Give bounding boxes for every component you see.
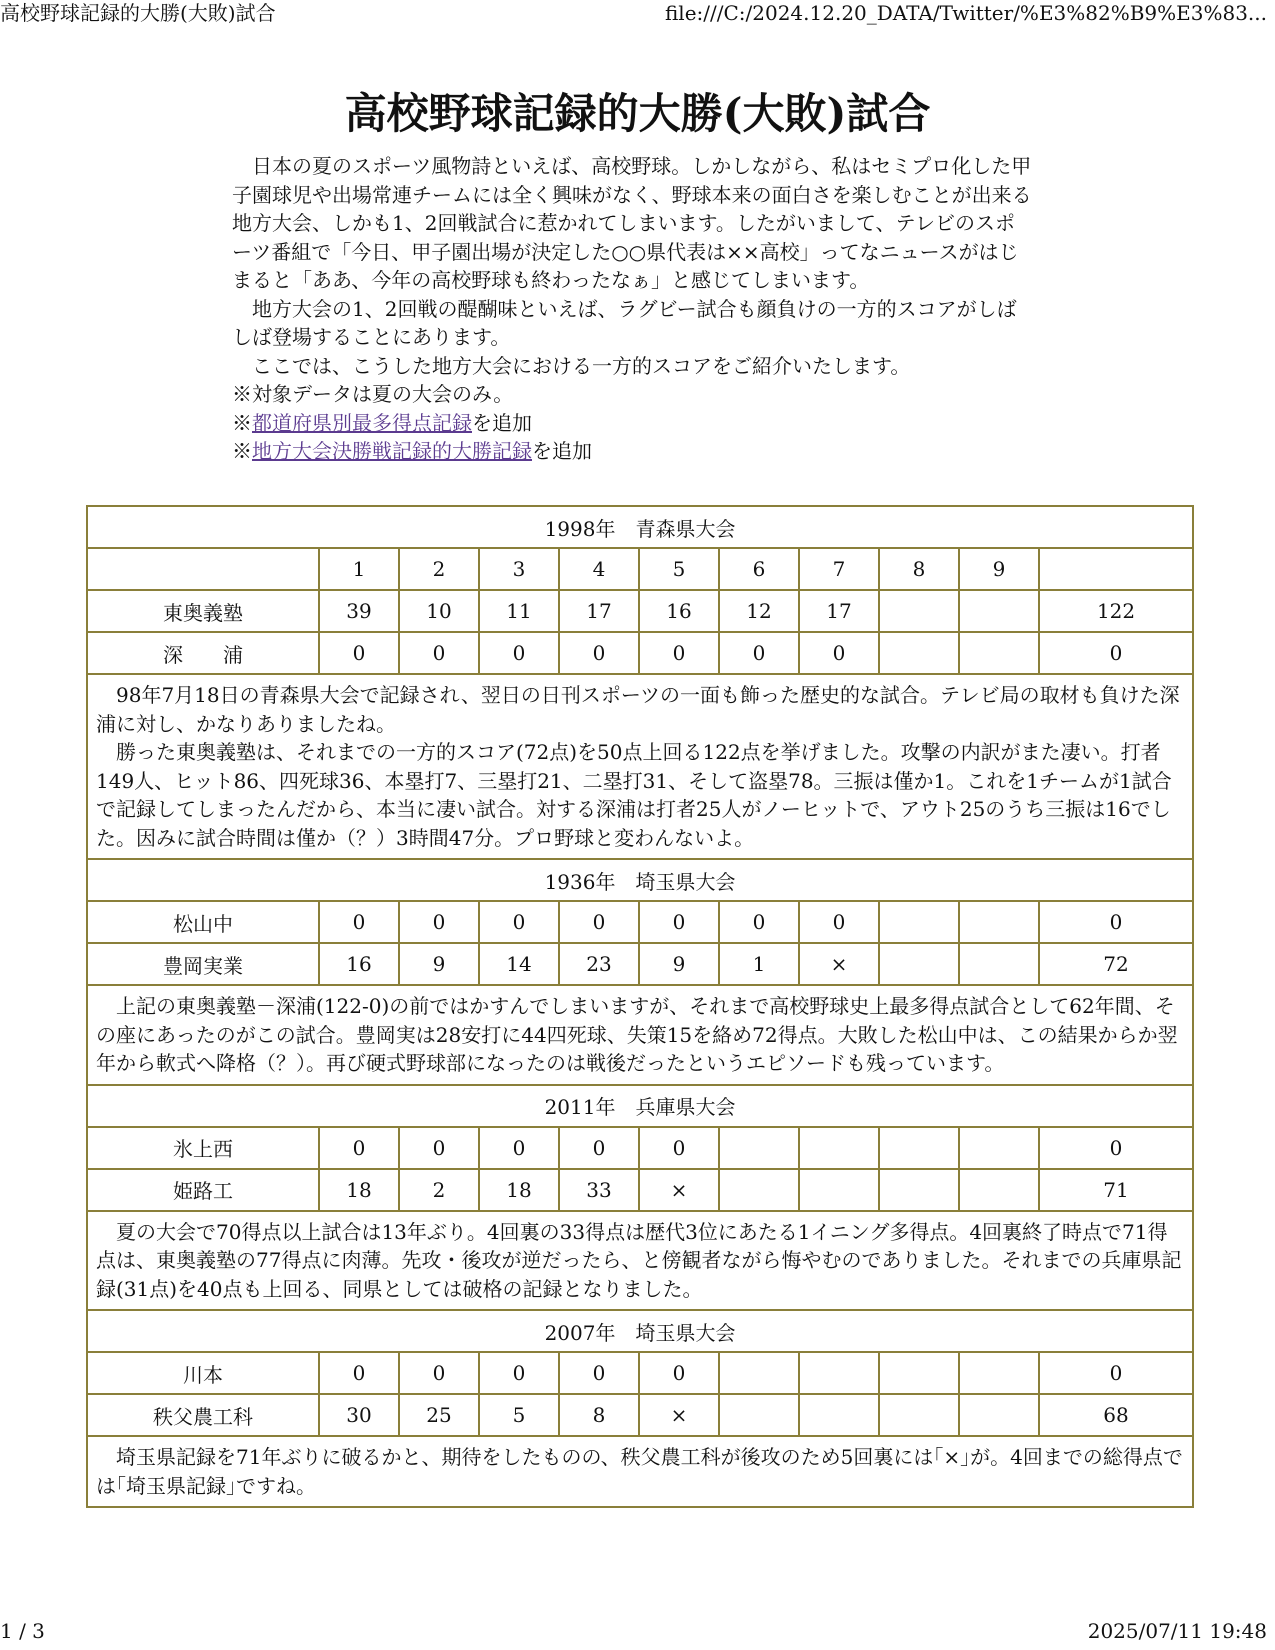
inning-score: 0 — [719, 632, 799, 674]
inning-score — [879, 1169, 959, 1211]
inning-score: 10 — [399, 590, 479, 632]
inning-score: 0 — [639, 1352, 719, 1394]
inning-score: 5 — [479, 1394, 559, 1436]
inning-score: 0 — [319, 901, 399, 943]
inning-score — [799, 1352, 879, 1394]
inning-score: 16 — [639, 590, 719, 632]
total-score: 0 — [1039, 632, 1193, 674]
team-name: 姫路工 — [87, 1169, 319, 1211]
team-row — [87, 1169, 1193, 1211]
note-summer-only: ※対象データは夏の大会のみ。 — [232, 382, 514, 406]
inning-score: 2 — [399, 1169, 479, 1211]
team-name: 秩父農工科 — [87, 1394, 319, 1436]
final-record-link[interactable]: 地方大会決勝戦記録的大勝記録 — [252, 439, 532, 463]
inning-score: 23 — [559, 943, 639, 985]
team-row — [87, 1394, 1193, 1436]
inning-score: 0 — [639, 901, 719, 943]
intro-paragraph: ここでは、こうした地方大会における一方的スコアをご紹介いたします。 — [252, 353, 911, 378]
inning-header-cell — [1039, 548, 1193, 590]
total-score: 0 — [1039, 1352, 1193, 1394]
inning-score: 0 — [319, 1127, 399, 1169]
team-name: 豊岡実業 — [87, 943, 319, 985]
team-name: 東奥義塾 — [87, 590, 319, 632]
team-name: 松山中 — [87, 901, 319, 943]
inning-score: 0 — [399, 901, 479, 943]
inning-score: × — [639, 1169, 719, 1211]
inning-score: 17 — [799, 590, 879, 632]
inning-score: 0 — [559, 1127, 639, 1169]
inning-score — [879, 1127, 959, 1169]
inning-score: 0 — [479, 901, 559, 943]
inning-score: 0 — [559, 632, 639, 674]
game-title: 1936年 埼玉県大会 — [87, 859, 1193, 901]
inning-score: 0 — [319, 632, 399, 674]
inning-header-cell: 9 — [959, 548, 1039, 590]
team-name: 川本 — [87, 1352, 319, 1394]
inning-score: 8 — [559, 1394, 639, 1436]
inning-score: 0 — [799, 901, 879, 943]
inning-score: 30 — [319, 1394, 399, 1436]
inning-score — [959, 943, 1039, 985]
total-score: 72 — [1039, 943, 1193, 985]
game-title-row — [87, 1085, 1193, 1127]
inning-score — [719, 1127, 799, 1169]
inning-score — [959, 1352, 1039, 1394]
game-comment-row — [87, 985, 1193, 1085]
inning-score — [719, 1352, 799, 1394]
note-final-record — [232, 437, 1032, 466]
inning-score: 12 — [719, 590, 799, 632]
total-score: 71 — [1039, 1169, 1193, 1211]
print-datetime: 2025/07/11 19:48 — [1087, 1619, 1267, 1643]
inning-score — [959, 1394, 1039, 1436]
team-row — [87, 943, 1193, 985]
game-comment — [87, 1211, 1193, 1311]
inning-header-cell: 4 — [559, 548, 639, 590]
note-prefecture-record — [232, 409, 1032, 438]
total-score: 0 — [1039, 1127, 1193, 1169]
inning-score: 18 — [319, 1169, 399, 1211]
inning-score — [879, 590, 959, 632]
team-row — [87, 1127, 1193, 1169]
comment-paragraph: 勝った東奥義塾は、それまでの一方的スコア(72点)を50点上回る122点を挙げました。攻撃の内訳がまた凄い。打者149人、ヒット86、四死球36、本塁打7、三塁打21、二塁打31、そして盗塁78。三振は僅か1。これを1チームが1試合で記録してしまったんだから、本当に凄い試合。対する深浦は打者25人がノーヒットで、アウト25のうち三振は16でした。因みに試合時間は僅か（？）3時間47分。プロ野球と変わんないよ。 — [96, 740, 1172, 850]
team-name: 深 浦 — [87, 632, 319, 674]
game-title: 1998年 青森県大会 — [87, 506, 1193, 548]
inning-score: 0 — [639, 1127, 719, 1169]
browser-url: file:///C:/2024.12.20_DATA/Twitter/%E3%82%B9%E3%83... — [664, 1, 1267, 25]
inning-header-cell: 7 — [799, 548, 879, 590]
inning-score: 16 — [319, 943, 399, 985]
inning-score: 0 — [399, 1352, 479, 1394]
inning-score: 0 — [399, 1127, 479, 1169]
game-title-row — [87, 506, 1193, 548]
inning-header-cell: 3 — [479, 548, 559, 590]
inning-header-row — [87, 548, 1193, 590]
game-comment — [87, 985, 1193, 1085]
team-row — [87, 1352, 1193, 1394]
page-counter: 1 / 3 — [0, 1619, 45, 1643]
inning-header-cell: 8 — [879, 548, 959, 590]
inning-score — [879, 943, 959, 985]
inning-score: 0 — [639, 632, 719, 674]
inning-score: 0 — [479, 1127, 559, 1169]
inning-score: 0 — [479, 1352, 559, 1394]
inning-score — [959, 1169, 1039, 1211]
team-row — [87, 590, 1193, 632]
inning-header-cell — [87, 548, 319, 590]
inning-score — [879, 901, 959, 943]
comment-paragraph: 埼玉県記録を71年ぶりに破るかと、期待をしたものの、秩父農工科が後攻のため5回裏には｢×｣が。4回までの総得点では｢埼玉県記録｣ですね。 — [96, 1445, 1183, 1498]
comment-paragraph: 98年7月18日の青森県大会で記録され、翌日の日刊スポーツの一面も飾った歴史的な試合。テレビ局の取材も負けた深浦に対し、かなりありましたね。 — [96, 683, 1180, 736]
inning-score — [879, 632, 959, 674]
inning-score: 0 — [559, 901, 639, 943]
inning-score: 0 — [479, 632, 559, 674]
game-comment-row — [87, 1436, 1193, 1507]
inning-score — [719, 1169, 799, 1211]
inning-score: 0 — [399, 632, 479, 674]
intro-paragraph: 地方大会の1、2回戦の醍醐味といえば、ラグビー試合も顔負けの一方的スコアがしばしば登場することにあります。 — [232, 296, 1017, 349]
total-score: 0 — [1039, 901, 1193, 943]
inning-header-cell: 5 — [639, 548, 719, 590]
intro-paragraph: 日本の夏のスポーツ風物詩といえば、高校野球。しかしながら、私はセミプロ化した甲子園球児や出場常連チームには全く興味がなく、野球本来の面白さを楽しむことが出来る地方大会、しかも1、2回戦試合に惹かれてしまいます。したがいまして、テレビのスポーツ番組で「今日、甲子園出場が決定した○○県代表は××高校」ってなニュースがはじまると「ああ、今年の高校野球も終わったなぁ」と感じてしまいます。 — [232, 154, 1032, 292]
inning-score — [799, 1127, 879, 1169]
inning-score: 0 — [719, 901, 799, 943]
inning-score: 1 — [719, 943, 799, 985]
inning-header-cell: 6 — [719, 548, 799, 590]
inning-score: 0 — [319, 1352, 399, 1394]
inning-score — [879, 1394, 959, 1436]
inning-score: 9 — [639, 943, 719, 985]
page-title: 高校野球記録的大勝(大敗)試合 — [344, 89, 931, 138]
game-title: 2007年 埼玉県大会 — [87, 1310, 1193, 1352]
game-comment — [87, 1436, 1193, 1507]
team-name: 氷上西 — [87, 1127, 319, 1169]
game-title-row — [87, 1310, 1193, 1352]
game-comment-row — [87, 1211, 1193, 1311]
inning-header-cell: 2 — [399, 548, 479, 590]
note-mark: ※ — [232, 410, 252, 435]
prefecture-record-link[interactable]: 都道府県別最多得点記録 — [252, 410, 472, 435]
inning-score: 18 — [479, 1169, 559, 1211]
inning-score: 17 — [559, 590, 639, 632]
inning-score — [959, 901, 1039, 943]
total-score: 122 — [1039, 590, 1193, 632]
inning-score — [959, 1127, 1039, 1169]
inning-score: × — [639, 1394, 719, 1436]
inning-score: 14 — [479, 943, 559, 985]
inning-score: 0 — [559, 1352, 639, 1394]
inning-score — [719, 1394, 799, 1436]
note-suffix: を追加 — [472, 410, 532, 435]
inning-score — [959, 632, 1039, 674]
game-title-row — [87, 859, 1193, 901]
game-title: 2011年 兵庫県大会 — [87, 1085, 1193, 1127]
inning-score: × — [799, 943, 879, 985]
total-score: 68 — [1039, 1394, 1193, 1436]
inning-score — [799, 1394, 879, 1436]
game-comment — [87, 674, 1193, 859]
inning-score: 25 — [399, 1394, 479, 1436]
comment-paragraph: 上記の東奥義塾－深浦(122-0)の前ではかすんでしまいますが、それまで高校野球史上最多得点試合として62年間、その座にあったのがこの試合。豊岡実は28安打に44四死球、失策15を絡め72得点。大敗した松山中は、この結果からか翌年から軟式へ降格（？）。再び硬式野球部になったのは戦後だったというエピソードも残っています。 — [96, 994, 1178, 1075]
comment-paragraph: 夏の大会で70得点以上試合は13年ぶり。4回裏の33得点は歴代3位にあたる1イニング多得点。4回裏終了時点で71得点は、東奥義塾の77得点に肉薄。先攻・後攻が逆だったら、と傍観者ながら悔やむのでありました。それまでの兵庫県記録(31点)を40点も上回る、同県としては破格の記録となりました。 — [96, 1219, 1182, 1301]
team-row — [87, 901, 1193, 943]
browser-tab-title: 高校野球記録的大勝(大敗)試合 — [0, 1, 276, 25]
inning-score — [879, 1352, 959, 1394]
inning-score — [799, 1169, 879, 1211]
inning-score: 39 — [319, 590, 399, 632]
inning-score: 33 — [559, 1169, 639, 1211]
inning-score: 11 — [479, 590, 559, 632]
score-table — [86, 505, 1194, 1508]
game-comment-row — [87, 674, 1193, 859]
inning-score: 0 — [799, 632, 879, 674]
team-row — [87, 632, 1193, 674]
inning-score — [959, 590, 1039, 632]
inning-header-cell: 1 — [319, 548, 399, 590]
inning-score: 9 — [399, 943, 479, 985]
note-mark: ※ — [232, 439, 252, 463]
intro-section — [232, 152, 1032, 466]
note-suffix: を追加 — [532, 439, 592, 463]
